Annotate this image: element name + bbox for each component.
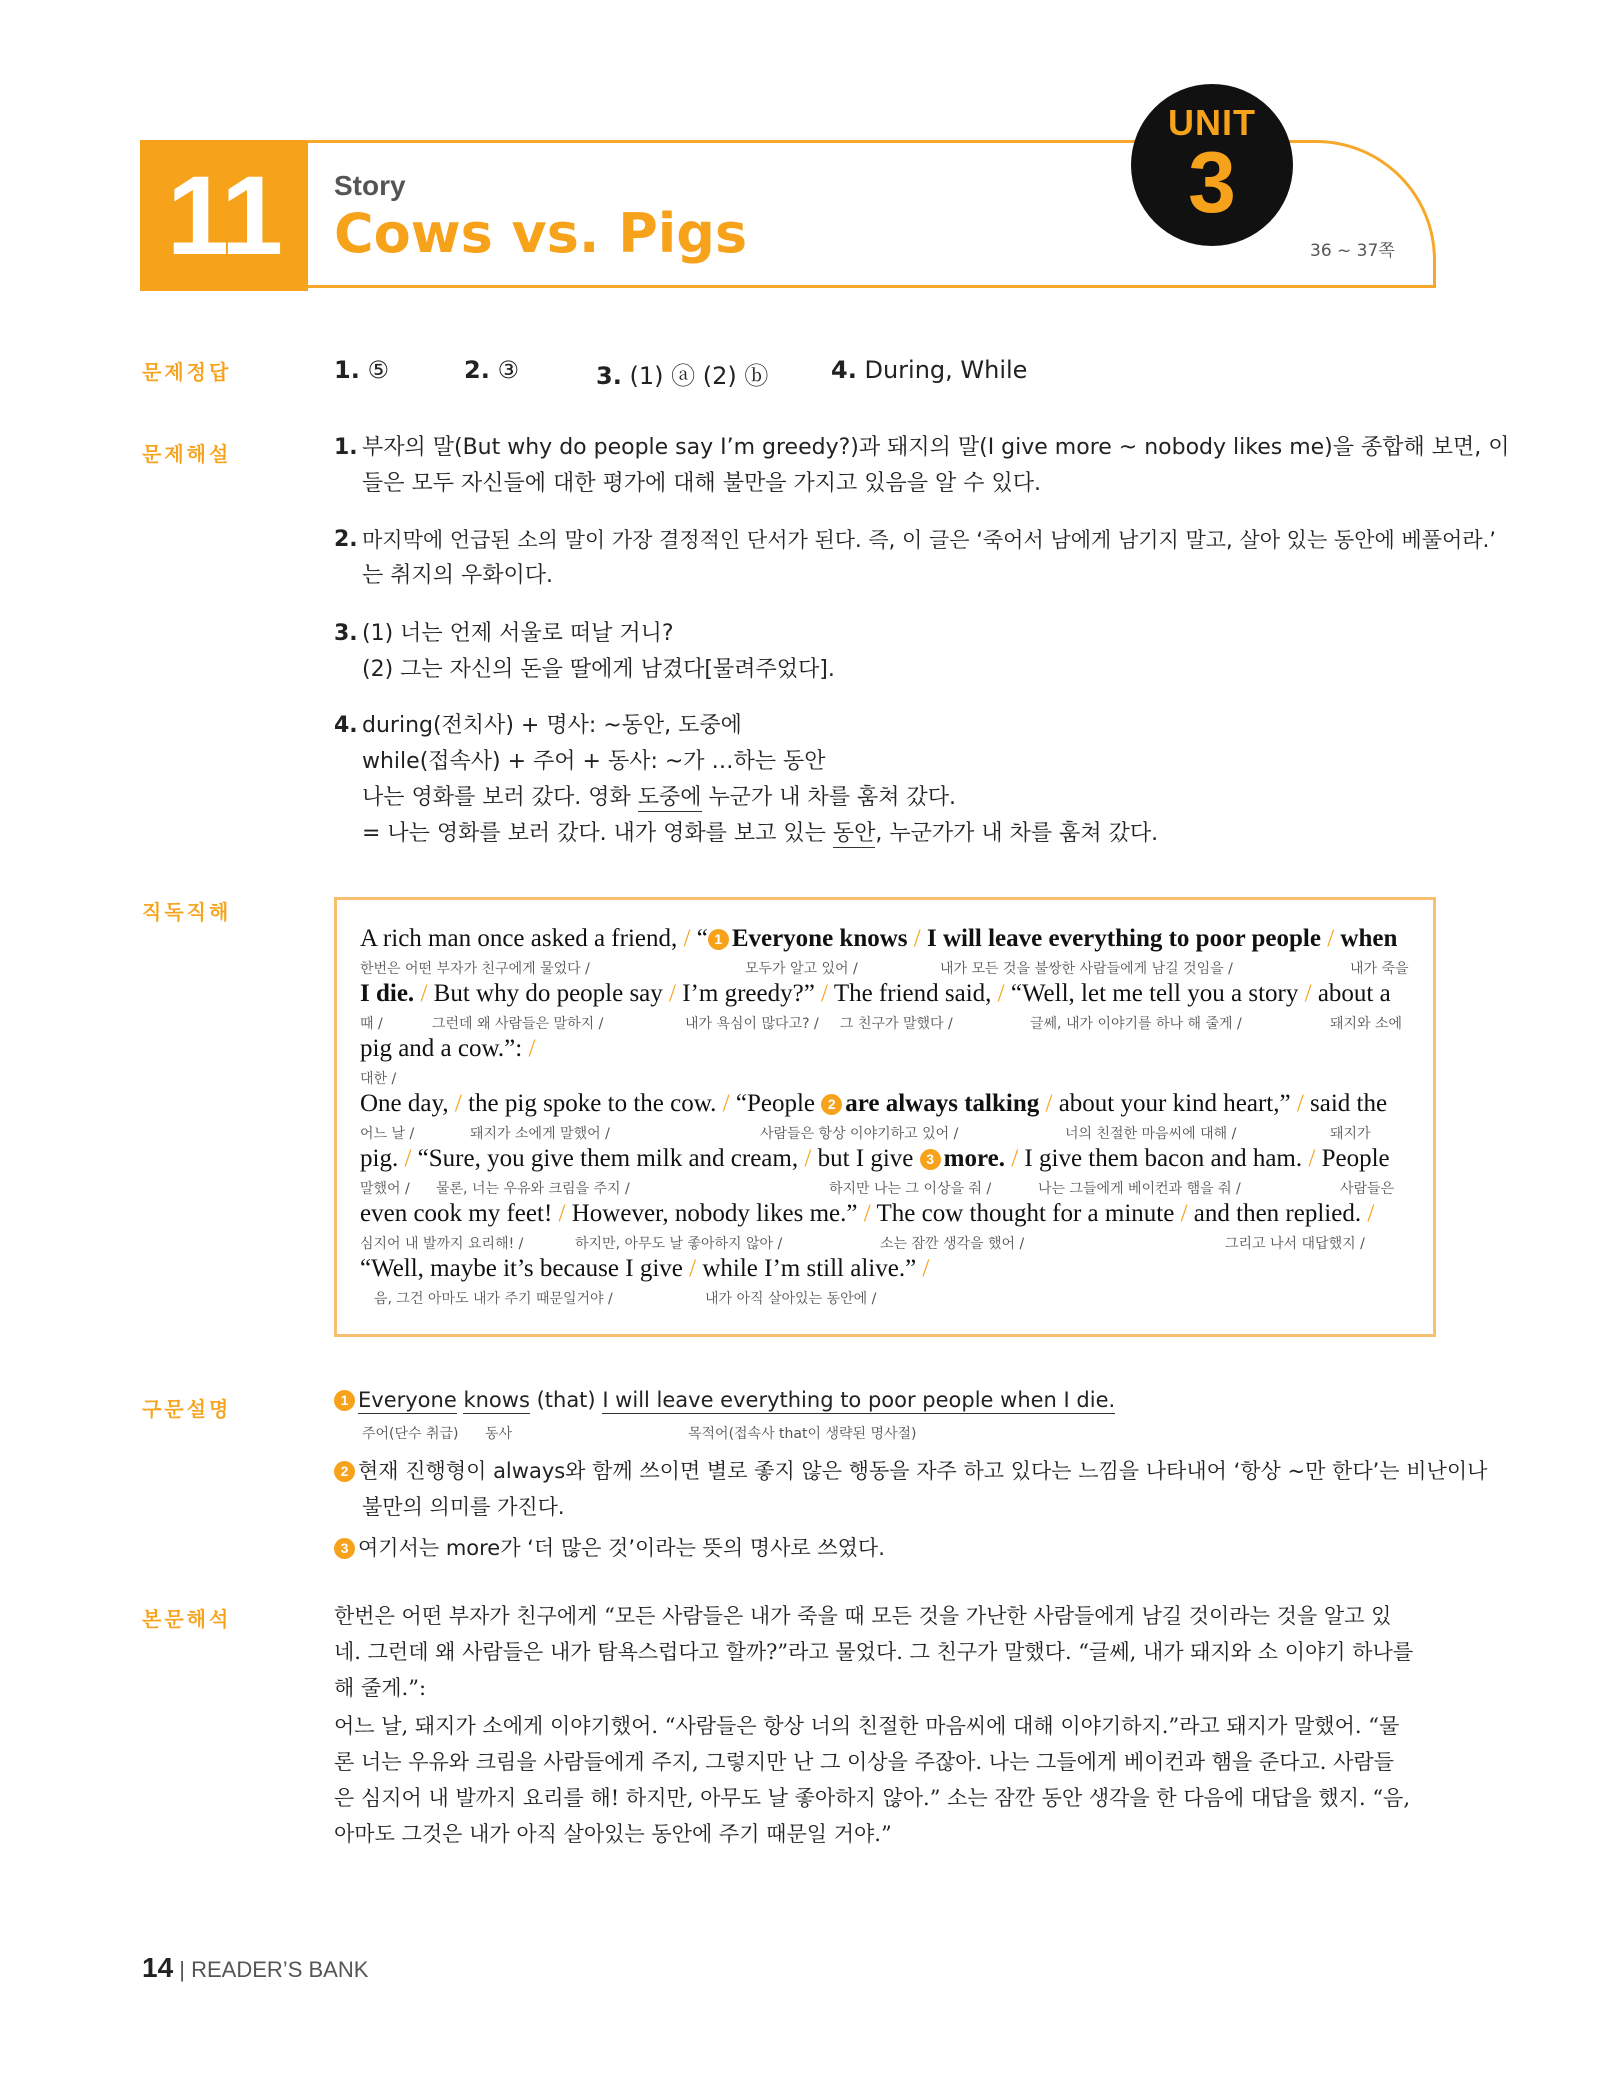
reading-line-2: I die. / But why do people say / I’m greedy?” / The friend said, / “Well, let me tell you a story / about a (360, 980, 1391, 1007)
gloss-4a: 어느 날 / (360, 1126, 415, 1142)
grammar-2-line1: 2 현재 진행형이 always와 함께 쓰이면 별로 좋지 않은 행동을 자주 하고 있다는 느낌을 나타내어 ‘항상 ~만 한다’는 비난이나 (334, 1455, 1487, 1485)
gloss-2a: 때 / (360, 1016, 383, 1032)
gloss-5b: 물론, 너는 우유와 크림을 주지 / (436, 1181, 630, 1197)
translation-p2-l2: 론 너는 우유와 크림을 사람들에게 주지, 그렇지만 난 그 이상을 주잖아. 나는 그들에게 베이컨과 햄을 준다고. 사람들 (334, 1750, 1394, 1774)
gloss-1e: 내가 죽을 (1350, 961, 1409, 977)
reading-line-3: pig and a cow.”: / (360, 1035, 536, 1062)
section-label-explain: 문제해설 (142, 442, 232, 466)
grammar-marker-1: 1 (334, 1390, 355, 1411)
explain-3-line1: (1) 너는 언제 서울로 떠날 거니? (362, 621, 674, 646)
grammar-marker-2: 2 (334, 1461, 355, 1482)
gloss-3a: 대한 / (360, 1071, 397, 1087)
translation-p2-l3: 은 심지어 내 발까지 요리를 해! 하지만, 아무도 날 좋아하지 않아.” 소는 잠깐 동안 생각을 한 다음에 대답을 했지. “음, (334, 1786, 1411, 1810)
translation-p1-l2: 네. 그런데 왜 사람들은 내가 탐욕스럽다고 할까?”라고 물었다. 그 친구가 말했다. “글쎄, 내가 돼지와 소 이야기 하나를 (334, 1640, 1414, 1664)
explain-1-num: 1. (334, 435, 358, 460)
reading-line-1: A rich man once asked a friend, / “ 1 Everyone knows / I will leave everything to poor people / when (360, 925, 1398, 952)
gloss-6d: 그리고 나서 대답했지 / (1225, 1236, 1365, 1252)
gloss-6a: 심지어 내 발까지 요리해! / (360, 1236, 524, 1252)
section-label-reading: 직독직해 (142, 900, 232, 924)
gloss-2e: 글쎄, 내가 이야기를 하나 해 줄게 / (1030, 1016, 1242, 1032)
lesson-title: Cows vs. Pigs (334, 202, 748, 265)
gloss-7b: 내가 아직 살아있는 동안에 / (705, 1291, 877, 1307)
page-number: 14 (142, 1952, 174, 1983)
unit-number: 3 (1188, 135, 1236, 231)
grammar-2-line2: 불만의 의미를 가진다. (362, 1495, 565, 1519)
answer-4: 4. During, While (831, 356, 1028, 384)
gloss-4f: 돼지가 (1330, 1126, 1371, 1142)
gloss-2d: 그 친구가 말했다 / (840, 1016, 953, 1032)
explain-2-line1: 마지막에 언급된 소의 말이 가장 결정적인 단서가 된다. 즉, 이 글은 ‘죽어서 남에게 남기지 말고, 살아 있는 동안에 베풀어라.’ (362, 528, 1496, 552)
note-marker-2: 2 (821, 1094, 842, 1115)
lesson-number: 11 (140, 140, 308, 291)
grammar-1-sub-subject: 주어(단수 취급) (362, 1426, 459, 1442)
explain-1-line1: 부자의 말(But why do people say I’m greedy?)과 돼지의 말(I give more ~ nobody likes me)을 종합해 보면, 이 (362, 435, 1510, 460)
grammar-1-sub-object: 목적어(접속사 that이 생략된 명사절) (688, 1426, 917, 1442)
gloss-5a: 말했어 / (360, 1181, 410, 1197)
gloss-7a: 음, 그건 아마도 내가 주기 때문일거야 / (374, 1291, 613, 1307)
reading-line-7: “Well, maybe it’s because I give / while I’m still alive.” / (360, 1255, 930, 1282)
book-title: READER’S BANK (191, 1957, 369, 1982)
explain-2-line2: 는 취지의 우화이다. (362, 563, 553, 588)
explain-3-num: 3. (334, 621, 358, 646)
gloss-4c: 사람들은 항상 이야기하고 있어 / (760, 1126, 959, 1142)
page-range: 36 ~ 37쪽 (1310, 241, 1395, 261)
grammar-1: 1 Everyone knows (that) I will leave everything to poor people when I die. (334, 1388, 1115, 1412)
answer-1: 1. ⑤ (334, 356, 389, 384)
answer-2: 2. ③ (464, 356, 519, 384)
gloss-1c: 모두가 알고 있어 / (745, 961, 858, 977)
reading-line-6: even cook my feet! / However, nobody likes me.” / The cow thought for a minute / and then replied. / (360, 1200, 1375, 1227)
translation-p2-l1: 어느 날, 돼지가 소에게 이야기했어. “사람들은 항상 너의 친절한 마음씨에 대해 이야기하지.”라고 돼지가 말했어. “물 (334, 1714, 1400, 1738)
gloss-4e: 너의 친절한 마음씨에 대해 / (1065, 1126, 1237, 1142)
explain-4-line4: = 나는 영화를 보러 갔다. 내가 영화를 보고 있는 동안, 누군가가 내 차를 훔쳐 갔다. (362, 821, 1159, 846)
explain-4-num: 4. (334, 713, 358, 738)
reading-line-5: pig. / “Sure, you give them milk and cream, / but I give 3 more. / I give them bacon and ham. / People (360, 1145, 1390, 1172)
section-label-grammar: 구문설명 (142, 1397, 232, 1421)
gloss-2c: 내가 욕심이 많다고? / (685, 1016, 819, 1032)
gloss-5f: 사람들은 (1340, 1181, 1395, 1197)
section-label-translation: 본문해석 (142, 1607, 232, 1631)
lesson-category: Story (334, 170, 406, 201)
grammar-3: 3 여기서는 more가 ‘더 많은 것’이라는 뜻의 명사로 쓰였다. (334, 1532, 885, 1562)
gloss-1d: 내가 모든 것을 불쌍한 사람들에게 남길 것임을 / (940, 961, 1233, 977)
gloss-5e: 나는 그들에게 베이컨과 햄을 줘 / (1038, 1181, 1241, 1197)
explain-4-line2: while(접속사) + 주어 + 동사: ~가 …하는 동안 (362, 749, 826, 774)
note-marker-3: 3 (920, 1149, 941, 1170)
section-label-answers: 문제정답 (142, 360, 232, 384)
explain-4-line1: during(전치사) + 명사: ~동안, 도중에 (362, 713, 742, 738)
grammar-marker-3: 3 (334, 1538, 355, 1559)
gloss-1a: 한번은 어떤 부자가 친구에게 물었다 / (360, 961, 590, 977)
reading-line-4: One day, / the pig spoke to the cow. / “People 2 are always talking / about your kind heart,” / said the (360, 1090, 1388, 1117)
explain-2-num: 2. (334, 527, 358, 552)
gloss-5c: 하지만 나는 그 이상을 줘 / (829, 1181, 992, 1197)
unit-label: UNIT (1168, 102, 1256, 143)
translation-p1-l3: 해 줄게.”: (334, 1676, 427, 1700)
explain-3-line2: (2) 그는 자신의 돈을 딸에게 남겼다[물려주었다]. (362, 657, 835, 682)
unit-badge (1131, 84, 1293, 246)
translation-p1-l1: 한번은 어떤 부자가 친구에게 “모든 사람들은 내가 죽을 때 모든 것을 가난한 사람들에게 남길 것이라는 것을 알고 있 (334, 1604, 1392, 1628)
explain-1-line2: 들은 모두 자신들에 대한 평가에 대해 불만을 가지고 있음을 알 수 있다. (362, 471, 1041, 496)
gloss-4b: 돼지가 소에게 말했어 / (470, 1126, 610, 1142)
explain-4-line3: 나는 영화를 보러 갔다. 영화 도중에 누군가 내 차를 훔쳐 갔다. (362, 785, 956, 810)
gloss-6b: 하지만, 아무도 날 좋아하지 않아 / (575, 1236, 783, 1252)
gloss-2b: 그런데 왜 사람들은 말하지 / (432, 1016, 604, 1032)
translation-p2-l4: 아마도 그것은 내가 아직 살아있는 동안에 주기 때문일 거야.” (334, 1822, 892, 1846)
answer-3: 3. (1) ⓐ (2) ⓑ (596, 362, 769, 390)
gloss-2f: 돼지와 소에 (1330, 1016, 1403, 1032)
grammar-1-sub-verb: 동사 (485, 1426, 513, 1442)
note-marker-1: 1 (708, 929, 729, 950)
page-footer: 14 | READER’S BANK (142, 1952, 369, 1983)
gloss-6c: 소는 잠깐 생각을 했어 / (880, 1236, 1025, 1252)
